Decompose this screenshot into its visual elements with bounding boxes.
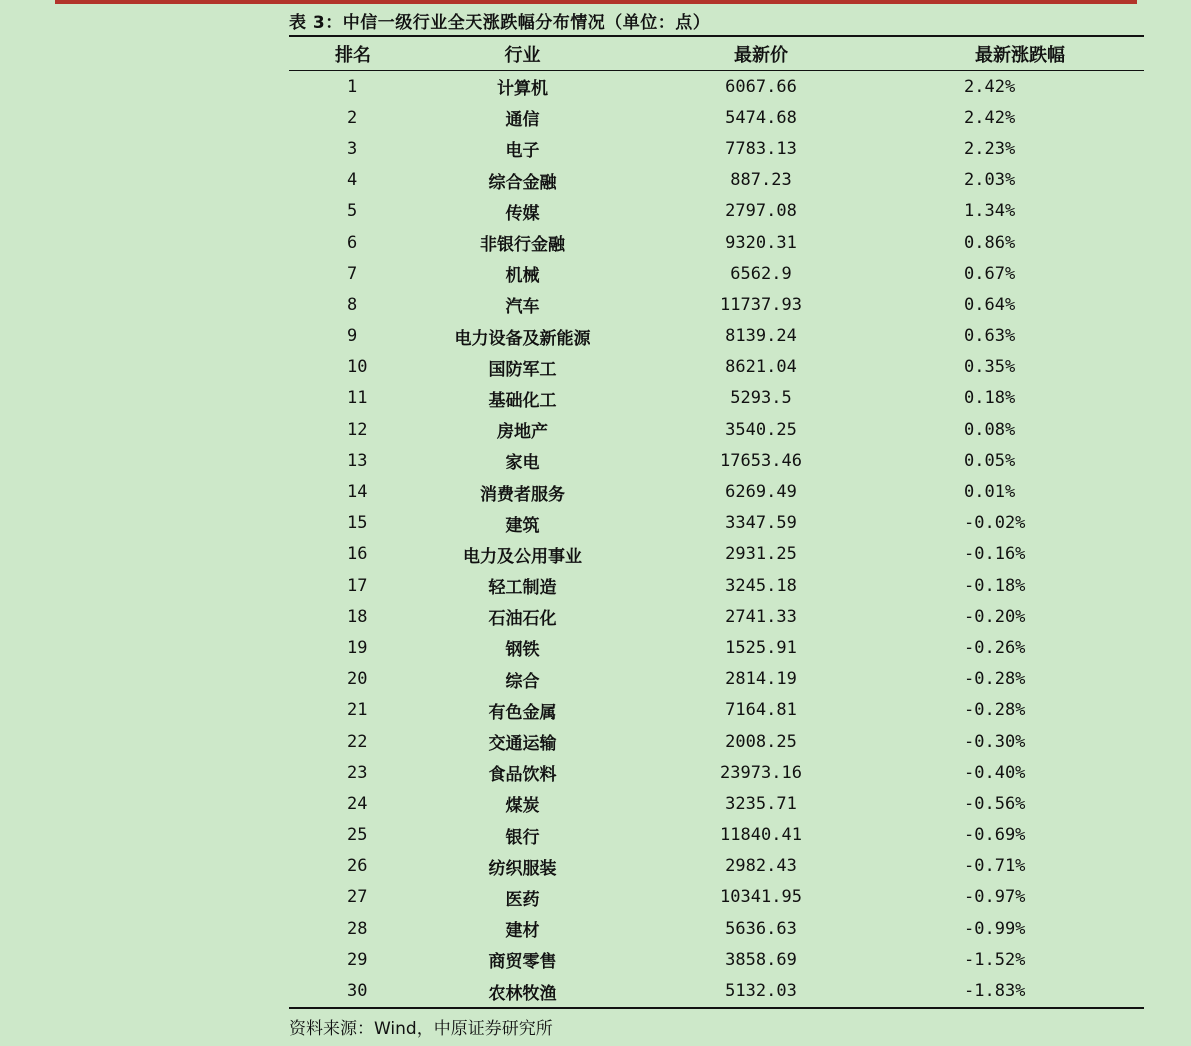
industry-cell: 国防军工 bbox=[488, 359, 557, 380]
header-row bbox=[289, 37, 1144, 71]
table-row bbox=[289, 570, 1144, 601]
rank-cell: 22 bbox=[347, 731, 368, 752]
price-cell: 3235.71 bbox=[725, 793, 797, 814]
industry-cell: 通信 bbox=[505, 110, 540, 131]
change-cell: -0.26% bbox=[964, 637, 1026, 658]
price-cell: 6269.49 bbox=[725, 482, 797, 503]
table-row bbox=[289, 414, 1144, 445]
rank-cell: 3 bbox=[347, 138, 358, 159]
price-cell: 3245.18 bbox=[725, 575, 797, 596]
change-cell: 2.42% bbox=[964, 107, 1016, 128]
header-rank: 排名 bbox=[289, 37, 419, 71]
industry-cell: 商贸零售 bbox=[488, 952, 557, 973]
table-row bbox=[289, 289, 1144, 320]
rank-cell: 9 bbox=[347, 326, 358, 347]
table-row bbox=[289, 820, 1144, 851]
price-cell: 3540.25 bbox=[725, 419, 797, 440]
rank-cell: 16 bbox=[347, 544, 368, 565]
industry-cell: 家电 bbox=[505, 453, 540, 474]
price-cell: 8621.04 bbox=[725, 357, 797, 378]
change-cell: 0.63% bbox=[964, 326, 1016, 347]
change-cell: 0.18% bbox=[964, 388, 1016, 409]
rank-cell: 25 bbox=[347, 825, 368, 846]
price-cell: 5293.5 bbox=[730, 388, 792, 409]
rank-cell: 4 bbox=[347, 170, 358, 191]
change-cell: 0.08% bbox=[964, 419, 1016, 440]
rank-cell: 1 bbox=[347, 76, 358, 97]
rank-cell: 7 bbox=[347, 263, 358, 284]
price-cell: 2982.43 bbox=[725, 856, 797, 877]
industry-table-container bbox=[289, 35, 1144, 1009]
change-cell: -0.18% bbox=[964, 575, 1026, 596]
rank-cell: 24 bbox=[347, 793, 368, 814]
industry-cell: 机械 bbox=[505, 266, 540, 287]
price-cell: 10341.95 bbox=[720, 887, 802, 908]
change-cell: 2.03% bbox=[964, 170, 1016, 191]
table-row bbox=[289, 476, 1144, 507]
change-cell: -0.02% bbox=[964, 513, 1026, 534]
table-row bbox=[289, 632, 1144, 663]
industry-cell: 食品饮料 bbox=[488, 765, 557, 786]
table-caption: 表 3：中信一级行业全天涨跌幅分布情况（单位：点） bbox=[289, 13, 711, 33]
rank-cell: 15 bbox=[347, 513, 368, 534]
table-row bbox=[289, 445, 1144, 476]
change-cell: -0.28% bbox=[964, 669, 1026, 690]
change-cell: -1.83% bbox=[964, 981, 1026, 1002]
price-cell: 7783.13 bbox=[725, 138, 797, 159]
industry-cell: 建筑 bbox=[505, 515, 540, 536]
rank-cell: 8 bbox=[347, 294, 358, 315]
change-cell: -0.71% bbox=[964, 856, 1026, 877]
industry-cell: 有色金属 bbox=[488, 702, 557, 723]
industry-cell: 纺织服装 bbox=[488, 858, 557, 879]
change-cell: -0.97% bbox=[964, 887, 1026, 908]
table-row bbox=[289, 726, 1144, 757]
industry-cell: 煤炭 bbox=[505, 796, 540, 817]
price-cell: 5474.68 bbox=[725, 107, 797, 128]
industry-cell: 轻工制造 bbox=[488, 578, 557, 599]
table-row bbox=[289, 352, 1144, 383]
price-cell: 1525.91 bbox=[725, 637, 797, 658]
rank-cell: 28 bbox=[347, 918, 368, 939]
industry-cell: 钢铁 bbox=[505, 640, 540, 661]
rank-cell: 2 bbox=[347, 107, 358, 128]
industry-cell: 传媒 bbox=[505, 203, 540, 224]
price-cell: 5132.03 bbox=[725, 981, 797, 1002]
rank-cell: 13 bbox=[347, 450, 368, 471]
industry-cell: 银行 bbox=[505, 827, 540, 848]
table-row bbox=[289, 882, 1144, 913]
table-row bbox=[289, 944, 1144, 975]
change-cell: 2.23% bbox=[964, 138, 1016, 159]
industry-cell: 消费者服务 bbox=[480, 484, 565, 505]
industry-cell: 基础化工 bbox=[488, 390, 557, 411]
industry-cell: 房地产 bbox=[497, 422, 548, 443]
rank-cell: 10 bbox=[347, 357, 368, 378]
table-row bbox=[289, 508, 1144, 539]
price-cell: 7164.81 bbox=[725, 700, 797, 721]
rank-cell: 17 bbox=[347, 575, 368, 596]
header-price: 最新价 bbox=[626, 37, 896, 71]
price-cell: 3858.69 bbox=[725, 949, 797, 970]
industry-cell: 计算机 bbox=[497, 79, 548, 100]
change-cell: -0.28% bbox=[964, 700, 1026, 721]
industry-cell: 非银行金融 bbox=[480, 235, 565, 256]
top-rule bbox=[55, 0, 1137, 4]
price-cell: 11737.93 bbox=[720, 294, 802, 315]
industry-cell: 综合金融 bbox=[488, 172, 557, 193]
table-row bbox=[289, 664, 1144, 695]
change-cell: -0.40% bbox=[964, 762, 1026, 783]
table-body bbox=[289, 71, 1144, 1007]
price-cell: 2931.25 bbox=[725, 544, 797, 565]
industry-cell: 石油石化 bbox=[488, 609, 557, 630]
change-cell: 0.35% bbox=[964, 357, 1016, 378]
rank-cell: 23 bbox=[347, 762, 368, 783]
price-cell: 3347.59 bbox=[725, 513, 797, 534]
change-cell: -0.69% bbox=[964, 825, 1026, 846]
price-cell: 6562.9 bbox=[730, 263, 792, 284]
rank-cell: 18 bbox=[347, 606, 368, 627]
table-row bbox=[289, 975, 1144, 1006]
change-cell: 0.05% bbox=[964, 450, 1016, 471]
change-cell: -0.56% bbox=[964, 793, 1026, 814]
rank-cell: 29 bbox=[347, 949, 368, 970]
change-cell: 0.86% bbox=[964, 232, 1016, 253]
table-row bbox=[289, 133, 1144, 164]
table-row bbox=[289, 788, 1144, 819]
change-cell: 0.01% bbox=[964, 482, 1016, 503]
table-row bbox=[289, 601, 1144, 632]
price-cell: 5636.63 bbox=[725, 918, 797, 939]
price-cell: 2008.25 bbox=[725, 731, 797, 752]
industry-cell: 电力设备及新能源 bbox=[454, 328, 591, 349]
rank-cell: 27 bbox=[347, 887, 368, 908]
change-cell: -0.30% bbox=[964, 731, 1026, 752]
rank-cell: 6 bbox=[347, 232, 358, 253]
price-cell: 11840.41 bbox=[720, 825, 802, 846]
industry-cell: 综合 bbox=[505, 671, 540, 692]
price-cell: 2741.33 bbox=[725, 606, 797, 627]
table-row bbox=[289, 165, 1144, 196]
table-row bbox=[289, 383, 1144, 414]
table-row bbox=[289, 757, 1144, 788]
industry-cell: 医药 bbox=[505, 889, 540, 910]
rank-cell: 19 bbox=[347, 637, 368, 658]
industry-cell: 电力及公用事业 bbox=[463, 546, 582, 567]
change-cell: -0.99% bbox=[964, 918, 1026, 939]
table-row bbox=[289, 227, 1144, 258]
header-industry: 行业 bbox=[419, 37, 626, 71]
change-cell: 1.34% bbox=[964, 201, 1016, 222]
change-cell: -0.20% bbox=[964, 606, 1026, 627]
price-cell: 2814.19 bbox=[725, 669, 797, 690]
industry-cell: 汽车 bbox=[505, 297, 540, 318]
price-cell: 17653.46 bbox=[720, 450, 802, 471]
industry-cell: 交通运输 bbox=[488, 734, 557, 755]
price-cell: 9320.31 bbox=[725, 232, 797, 253]
rank-cell: 30 bbox=[347, 981, 368, 1002]
header-change: 最新涨跌幅 bbox=[896, 37, 1144, 71]
table-row bbox=[289, 102, 1144, 133]
industry-change-table bbox=[289, 37, 1144, 1007]
rank-cell: 5 bbox=[347, 201, 358, 222]
table-row bbox=[289, 321, 1144, 352]
price-cell: 2797.08 bbox=[725, 201, 797, 222]
source-note: 资料来源：Wind，中原证券研究所 bbox=[289, 1019, 553, 1039]
table-row bbox=[289, 913, 1144, 944]
price-cell: 887.23 bbox=[730, 170, 792, 191]
table-row bbox=[289, 71, 1144, 103]
industry-cell: 农林牧渔 bbox=[488, 983, 557, 1004]
change-cell: 0.64% bbox=[964, 294, 1016, 315]
change-cell: 2.42% bbox=[964, 76, 1016, 97]
industry-cell: 建材 bbox=[505, 921, 540, 942]
change-cell: -1.52% bbox=[964, 949, 1026, 970]
industry-cell: 电子 bbox=[505, 141, 540, 162]
price-cell: 6067.66 bbox=[725, 76, 797, 97]
price-cell: 23973.16 bbox=[720, 762, 802, 783]
table-row bbox=[289, 539, 1144, 570]
rank-cell: 26 bbox=[347, 856, 368, 877]
change-cell: 0.67% bbox=[964, 263, 1016, 284]
table-header bbox=[289, 37, 1144, 71]
rank-cell: 14 bbox=[347, 482, 368, 503]
table-row bbox=[289, 851, 1144, 882]
rank-cell: 12 bbox=[347, 419, 368, 440]
table-row bbox=[289, 196, 1144, 227]
rank-cell: 21 bbox=[347, 700, 368, 721]
table-row bbox=[289, 695, 1144, 726]
table-row bbox=[289, 258, 1144, 289]
change-cell: -0.16% bbox=[964, 544, 1026, 565]
price-cell: 8139.24 bbox=[725, 326, 797, 347]
rank-cell: 20 bbox=[347, 669, 368, 690]
rank-cell: 11 bbox=[347, 388, 368, 409]
